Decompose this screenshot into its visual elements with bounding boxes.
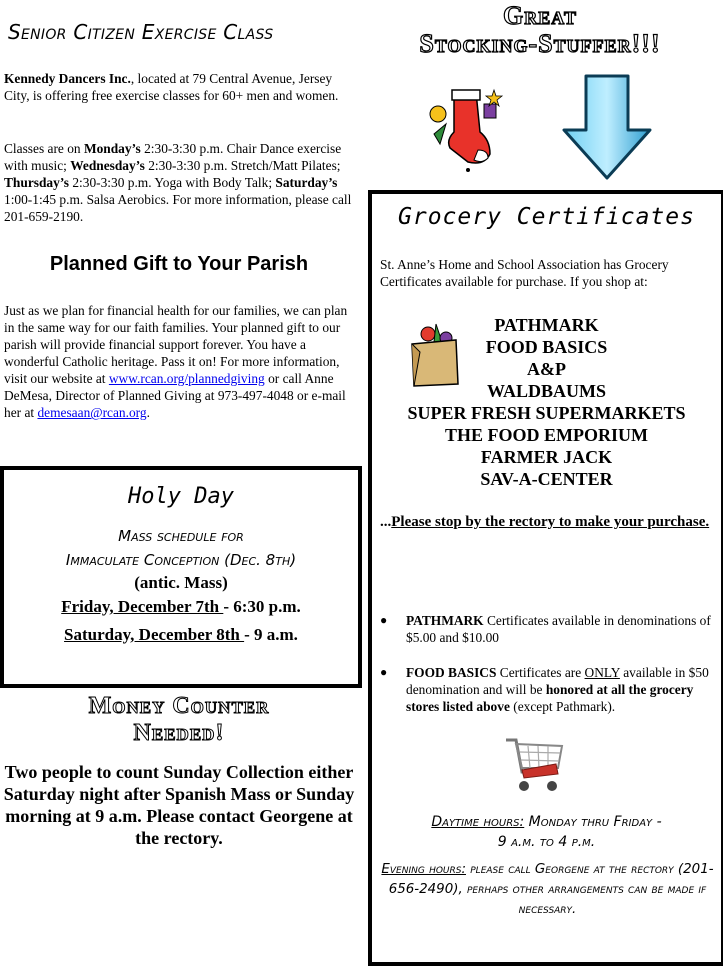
grocery-certificates-title: Grocery Certificates bbox=[398, 204, 695, 230]
senior-exercise-intro bbox=[4, 70, 352, 104]
bullet-detail: Certificates available in denominations of $5.00 and $10.00 bbox=[406, 613, 711, 645]
sched-text: 2:30-3:30 p.m. Chair Dance exercise with music; bbox=[4, 141, 342, 173]
email-link[interactable]: demesaan@rcan.org bbox=[37, 405, 147, 420]
store-item: WALDBAUMS bbox=[486, 381, 606, 401]
saturday-time: - 9 a.m. bbox=[244, 625, 298, 644]
sched-text: Classes are on bbox=[4, 141, 84, 156]
store-item: PATHMARK bbox=[494, 315, 599, 335]
saturday-mass bbox=[4, 625, 358, 645]
store-item: SUPER FRESH SUPERMARKETS bbox=[407, 403, 686, 423]
daytime-line1 bbox=[372, 812, 721, 832]
evening-label: Evening hours: bbox=[381, 862, 466, 877]
bullet-icon: ● bbox=[380, 665, 388, 679]
friday-date: Friday, December 7th bbox=[61, 597, 224, 616]
money-title-line1: Money Counter bbox=[88, 693, 270, 719]
store-item: THE FOOD EMPORIUM bbox=[445, 425, 648, 445]
grocery-certificates-box bbox=[368, 190, 723, 966]
evening-hours bbox=[380, 860, 715, 920]
bullet-text bbox=[406, 664, 715, 715]
store-item: A&P bbox=[527, 359, 566, 379]
great-line1: Great bbox=[503, 1, 577, 30]
mass-schedule-line2: Immaculate Conception (Dec. 8th) bbox=[65, 551, 297, 569]
daytime-days: Monday thru Friday - bbox=[524, 814, 662, 830]
anticipated-mass-label: (antic. Mass) bbox=[134, 573, 228, 592]
org-name: Kennedy Dancers Inc. bbox=[4, 71, 131, 86]
planned-giving-link[interactable]: www.rcan.org/plannedgiving bbox=[108, 371, 265, 386]
bullet-store-name: PATHMARK bbox=[406, 613, 484, 628]
bullet-icon: ● bbox=[380, 613, 388, 627]
planned-gift-paragraph bbox=[4, 302, 352, 421]
daytime-label: Daytime hours: bbox=[431, 814, 525, 830]
class-schedule-paragraph bbox=[4, 140, 352, 225]
bullet-detail: available in $50 denomination and will be bbox=[406, 665, 709, 697]
stop-by-rectory-text bbox=[380, 512, 715, 532]
bullet-food-basics bbox=[380, 664, 715, 715]
grocery-bag-icon bbox=[406, 322, 462, 388]
down-arrow-icon bbox=[562, 74, 652, 180]
friday-time: - 6:30 p.m. bbox=[223, 597, 301, 616]
stop-main: Please stop by the rectory to make your purchase. bbox=[391, 514, 710, 530]
sched-text: 1:00-1:45 p.m. Salsa Aerobics. For more information, please call 201-659-2190. bbox=[4, 192, 352, 224]
holy-day-title: Holy Day bbox=[128, 484, 234, 509]
sched-text: 2:30-3:30 p.m. Stretch/Matt Pilates; bbox=[144, 158, 341, 173]
sched-text: 2:30-3:30 p.m. Yoga with Body Talk; bbox=[69, 175, 276, 190]
intro-text: , located at 79 Central Avenue, Jersey City, is offering free exercise classes for 60+ men and women. bbox=[4, 71, 339, 103]
daytime-hours bbox=[372, 812, 721, 852]
shopping-cart-icon bbox=[502, 734, 568, 794]
money-counter-title bbox=[0, 693, 358, 747]
store-item: FOOD BASICS bbox=[485, 337, 608, 357]
money-counter-body: Two people to count Sunday Collection either Saturday night after Spanish Mass or Sunday morning at 9 a.m. Please contact Georgene at the rectory. bbox=[3, 762, 355, 848]
bullet-text bbox=[406, 612, 715, 646]
bullet-bold-detail: honored at all the grocery stores listed above bbox=[406, 682, 694, 714]
store-item: FARMER JACK bbox=[480, 447, 613, 467]
money-title-line2: Needed! bbox=[133, 720, 225, 746]
saturday-date: Saturday, December 8th bbox=[64, 625, 245, 644]
stocking-icon bbox=[424, 84, 506, 174]
planned-text: . bbox=[146, 405, 150, 420]
bullet-detail: (except Pathmark). bbox=[509, 699, 616, 714]
mass-schedule-line1: Mass schedule for bbox=[118, 527, 244, 545]
holy-day-box bbox=[0, 466, 362, 688]
mass-schedule-heading bbox=[4, 524, 358, 572]
planned-text: Just as we plan for financial health for our families, we can plan in the same way for our faith families. Your planned gift to our parish will provide financial support forever. You have a wonderful Catholic heritage. Pass it on! For more information, visit our website at bbox=[4, 303, 348, 386]
senior-exercise-title: Senior Citizen Exercise Class bbox=[8, 20, 274, 44]
day-wednesday: Wednesday’s bbox=[70, 158, 145, 173]
bullet-store-name: FOOD BASICS bbox=[406, 665, 497, 680]
day-monday: Monday’s bbox=[83, 141, 141, 156]
grocery-intro: St. Anne’s Home and School Association has Grocery Certificates available for purchase. If you shop at: bbox=[380, 257, 669, 289]
only-emphasis: ONLY bbox=[584, 665, 620, 680]
evening-text: please call Georgene at the rectory (201-656-2490), perhaps other arrangements can be made if necessary. bbox=[388, 862, 714, 917]
day-saturday: Saturday’s bbox=[275, 175, 338, 190]
planned-text: or call Anne DeMesa, Director of Planned Giving at 973-497-4048 or e-mail her at bbox=[4, 371, 346, 420]
bullet-detail: Certificates are bbox=[496, 665, 585, 680]
planned-gift-title: Planned Gift to Your Parish bbox=[49, 253, 309, 275]
stocking-stuffer-title bbox=[370, 2, 710, 58]
great-line2: Stocking-Stuffer!!! bbox=[419, 29, 661, 58]
day-thursday: Thursday’s bbox=[4, 175, 69, 190]
stop-prefix: ... bbox=[380, 514, 392, 530]
daytime-time: 9 a.m. to 4 p.m. bbox=[497, 834, 596, 850]
friday-mass bbox=[4, 597, 358, 617]
bullet-pathmark bbox=[380, 612, 715, 646]
store-item: SAV-A-CENTER bbox=[480, 469, 613, 489]
